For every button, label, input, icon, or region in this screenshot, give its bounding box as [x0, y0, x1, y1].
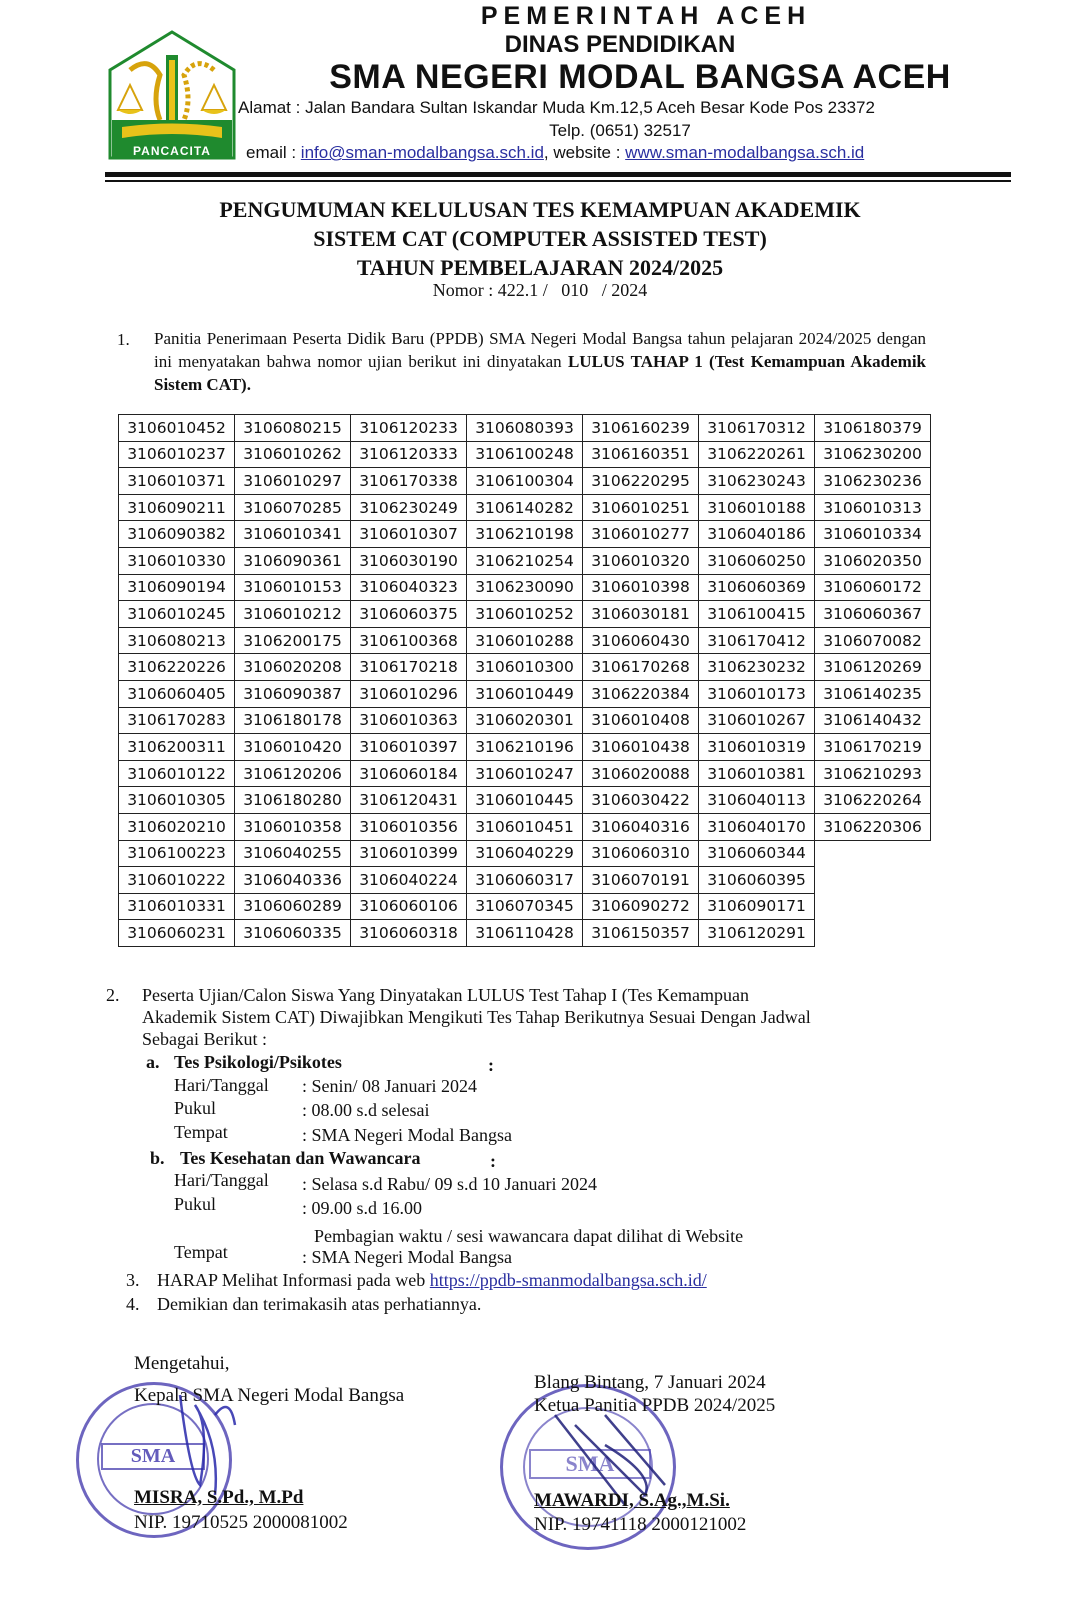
- exam-number-cell: 3106010313: [815, 494, 931, 521]
- exam-number-cell: 3106020301: [467, 707, 583, 734]
- exam-number-cell: 3106060430: [583, 627, 699, 654]
- exam-number-cell: 3106120206: [235, 760, 351, 787]
- exam-number-cell: 3106060310: [583, 840, 699, 867]
- table-row: [119, 813, 931, 840]
- email-link[interactable]: info@sman-modalbangsa.sch.id: [300, 143, 544, 162]
- exam-number-cell: 3106210254: [467, 547, 583, 574]
- section2b-key-place: Tempat: [174, 1242, 228, 1262]
- email-label: email :: [246, 143, 301, 162]
- exam-number-cell: 3106010334: [815, 521, 931, 548]
- exam-number-cell: 3106090361: [235, 547, 351, 574]
- exam-number-cell: 3106030422: [583, 787, 699, 814]
- exam-number-cell: 3106100223: [119, 840, 235, 867]
- exam-number-cell: 3106070082: [815, 627, 931, 654]
- exam-number-cell: 3106070285: [235, 494, 351, 521]
- section2a-key-time: Pukul: [174, 1098, 217, 1118]
- empty-cell: [815, 867, 931, 894]
- section2b-value-place: : SMA Negeri Modal Bangsa: [302, 1247, 512, 1267]
- exam-number-cell: 3106060250: [699, 547, 815, 574]
- table-row: [119, 601, 931, 628]
- exam-number-cell: 3106230249: [351, 494, 467, 521]
- letterhead-address: Alamat : Jalan Bandara Sultan Iskandar Muda Km.12,5 Aceh Besar Kode Pos 23372: [238, 98, 875, 117]
- exam-number-cell: 3106140432: [815, 707, 931, 734]
- exam-number-cell: 3106210293: [815, 760, 931, 787]
- exam-number-cell: 3106010358: [235, 813, 351, 840]
- website-link[interactable]: www.sman-modalbangsa.sch.id: [625, 143, 865, 162]
- exam-number-cell: 3106170283: [119, 707, 235, 734]
- exam-number-cell: 3106010153: [235, 574, 351, 601]
- section3-number: 3.: [126, 1270, 140, 1290]
- exam-number-cell: 3106020210: [119, 813, 235, 840]
- exam-number-cell: 3106230200: [815, 441, 931, 468]
- section2-line3: Sebagai Berikut :: [142, 1029, 267, 1049]
- empty-cell: [815, 840, 931, 867]
- right-signatory-name: MAWARDI, S.Ag.,M.Si.: [534, 1490, 730, 1511]
- exam-number-cell: 3106060405: [119, 680, 235, 707]
- exam-number-cell: 3106140235: [815, 680, 931, 707]
- exam-number-cell: 3106040186: [699, 521, 815, 548]
- exam-number-cell: 3106010420: [235, 734, 351, 761]
- section2a-colon: :: [488, 1055, 494, 1075]
- exam-number-cell: 3106010288: [467, 627, 583, 654]
- document-number: Nomor : 422.1 / 010 / 2024: [432, 280, 648, 300]
- exam-number-cell: 3106010320: [583, 547, 699, 574]
- exam-number-cell: 3106230243: [699, 468, 815, 495]
- right-signature-position: Ketua Panitia PPDB 2024/2025: [534, 1395, 776, 1416]
- exam-number-cell: 3106060344: [699, 840, 815, 867]
- section2b-label: b.: [150, 1148, 165, 1168]
- exam-number-cell: 3106020350: [815, 547, 931, 574]
- exam-number-cell: 3106020088: [583, 760, 699, 787]
- section1-bold-text: LULUS TAHAP 1 (Test Kemampuan Akademik Sistem CAT).: [154, 352, 927, 394]
- exam-number-cell: 3106060106: [351, 893, 467, 920]
- section1-number: 1.: [117, 330, 130, 349]
- table-row: [119, 521, 931, 548]
- section2b-key-time: Pukul: [174, 1194, 217, 1214]
- exam-number-cell: 3106080393: [467, 415, 583, 442]
- exam-number-cell: 3106140282: [467, 494, 583, 521]
- exam-number-cell: 3106010371: [119, 468, 235, 495]
- exam-number-cell: 3106010222: [119, 867, 235, 894]
- document-title-line3: TAHUN PEMBELAJARAN 2024/2025: [356, 255, 724, 280]
- section2a-label: a.: [146, 1052, 160, 1072]
- exam-number-cell: 3106010438: [583, 734, 699, 761]
- exam-number-cell: 3106010307: [351, 521, 467, 548]
- left-signature-line1: Mengetahui,: [134, 1353, 230, 1374]
- table-row: [119, 707, 931, 734]
- exam-number-cell: 3106220306: [815, 813, 931, 840]
- exam-number-cell: 3106010245: [119, 601, 235, 628]
- exam-number-cell: 3106060289: [235, 893, 351, 920]
- exam-number-cell: 3106220226: [119, 654, 235, 681]
- exam-number-cell: 3106010300: [467, 654, 583, 681]
- exam-number-cell: 3106060369: [699, 574, 815, 601]
- exam-number-cell: 3106010262: [235, 441, 351, 468]
- exam-number-cell: 3106060231: [119, 920, 235, 947]
- exam-number-cell: 3106010296: [351, 680, 467, 707]
- exam-number-cell: 3106100368: [351, 627, 467, 654]
- exam-number-cell: 3106220384: [583, 680, 699, 707]
- exam-number-cell: 3106090272: [583, 893, 699, 920]
- section4-text: Demikian dan terimakasih atas perhatiannya.: [157, 1294, 482, 1314]
- letterhead-contact: [246, 143, 986, 163]
- section2a-key-place: Tempat: [174, 1122, 228, 1142]
- table-row: [119, 494, 931, 521]
- exam-number-cell: 3106090387: [235, 680, 351, 707]
- section2a-key-date: Hari/Tanggal: [174, 1075, 269, 1095]
- table-row: [119, 468, 931, 495]
- table-row: [119, 574, 931, 601]
- exam-number-cell: 3106170218: [351, 654, 467, 681]
- exam-number-cell: 3106120233: [351, 415, 467, 442]
- exam-number-cell: 3106180178: [235, 707, 351, 734]
- exam-number-cell: 3106060318: [351, 920, 467, 947]
- exam-number-cell: 3106110428: [467, 920, 583, 947]
- document-title-line2: SISTEM CAT (COMPUTER ASSISTED TEST): [313, 226, 767, 251]
- exam-number-cell: 3106170312: [699, 415, 815, 442]
- letterhead-phone: Telp. (0651) 32517: [549, 121, 691, 140]
- empty-cell: [815, 920, 931, 947]
- exam-number-cell: 3106010277: [583, 521, 699, 548]
- exam-number-cell: 3106100248: [467, 441, 583, 468]
- exam-number-cell: 3106010237: [119, 441, 235, 468]
- exam-number-cell: 3106010267: [699, 707, 815, 734]
- letterhead-rule-thick: [105, 172, 1011, 177]
- exam-number-cell: 3106040229: [467, 840, 583, 867]
- exam-number-cell: 3106010341: [235, 521, 351, 548]
- exam-number-cell: 3106010408: [583, 707, 699, 734]
- section2b-value-time: : 09.00 s.d 16.00: [302, 1198, 423, 1218]
- exam-number-cell: 3106010449: [467, 680, 583, 707]
- exam-number-cell: 3106090171: [699, 893, 815, 920]
- table-row: [119, 680, 931, 707]
- exam-number-cell: 3106210198: [467, 521, 583, 548]
- exam-number-cell: 3106010330: [119, 547, 235, 574]
- section2b-key-date: Hari/Tanggal: [174, 1170, 269, 1190]
- school-logo: [108, 30, 236, 162]
- exam-number-cell: 3106040323: [351, 574, 467, 601]
- exam-number-cell: 3106010331: [119, 893, 235, 920]
- exam-number-cell: 3106230232: [699, 654, 815, 681]
- exam-number-cell: 3106010356: [351, 813, 467, 840]
- exam-number-cell: 3106010445: [467, 787, 583, 814]
- exam-number-cell: 3106200311: [119, 734, 235, 761]
- exam-number-cell: 3106010363: [351, 707, 467, 734]
- exam-number-cell: 3106220261: [699, 441, 815, 468]
- exam-number-cell: 3106160239: [583, 415, 699, 442]
- table-row: [119, 920, 931, 947]
- exam-number-cell: 3106100415: [699, 601, 815, 628]
- section1-text: Panitia Penerimaan Peserta Didik Baru (PPDB) SMA Negeri Modal Bangsa tahun pelajaran 2024/2025 dengan ini menyatakan bahwa nomor ujian berikut ini dinyatakan: [154, 329, 926, 371]
- exam-number-cell: 3106100304: [467, 468, 583, 495]
- table-row: [119, 627, 931, 654]
- table-row: [119, 787, 931, 814]
- exam-number-cell: 3106060367: [815, 601, 931, 628]
- section3-line: [157, 1270, 707, 1291]
- ppdb-website-link[interactable]: https://ppdb-smanmodalbangsa.sch.id/: [429, 1270, 707, 1290]
- section4-number: 4.: [126, 1294, 140, 1314]
- section2b-value-date: : Selasa s.d Rabu/ 09 s.d 10 Januari 2024: [302, 1174, 597, 1194]
- letterhead-department: DINAS PENDIDIKAN: [504, 31, 736, 58]
- exam-number-cell: 3106040336: [235, 867, 351, 894]
- exam-number-cell: 3106210196: [467, 734, 583, 761]
- exam-number-cell: 3106170412: [699, 627, 815, 654]
- exam-number-cell: 3106090382: [119, 521, 235, 548]
- section2a-title: Tes Psikologi/Psikotes: [174, 1052, 342, 1072]
- exam-number-cell: 3106020208: [235, 654, 351, 681]
- exam-number-cell: 3106070191: [583, 867, 699, 894]
- table-row: [119, 893, 931, 920]
- exam-number-cell: 3106040255: [235, 840, 351, 867]
- stamp-left-center: SMA: [101, 1443, 205, 1470]
- exam-number-cell: 3106010212: [235, 601, 351, 628]
- table-row: [119, 840, 931, 867]
- exam-number-cell: 3106160351: [583, 441, 699, 468]
- section2-line2: Akademik Sistem CAT) Diwajibkan Mengikuti Tes Tahap Berikutnya Sesuai Dengan Jadwal: [142, 1007, 811, 1027]
- section2a-value-place: : SMA Negeri Modal Bangsa: [302, 1125, 512, 1145]
- exam-number-cell: 3106010251: [583, 494, 699, 521]
- exam-number-cell: 3106070345: [467, 893, 583, 920]
- exam-number-cell: 3106080215: [235, 415, 351, 442]
- left-signatory-name: MISRA, S.Pd., M.Pd: [134, 1487, 304, 1508]
- letterhead-school-name: SMA NEGERI MODAL BANGSA ACEH: [329, 58, 951, 96]
- exam-number-cell: 3106060317: [467, 867, 583, 894]
- exam-number-cell: 3106010173: [699, 680, 815, 707]
- exam-number-cell: 3106010452: [119, 415, 235, 442]
- exam-number-cell: 3106010397: [351, 734, 467, 761]
- table-row: [119, 867, 931, 894]
- table-row: [119, 415, 931, 442]
- exam-number-cell: 3106080213: [119, 627, 235, 654]
- exam-number-cell: 3106150357: [583, 920, 699, 947]
- exam-number-cell: 3106010381: [699, 760, 815, 787]
- exam-number-cell: 3106120333: [351, 441, 467, 468]
- section2a-value-date: : Senin/ 08 Januari 2024: [302, 1076, 477, 1096]
- table-row: [119, 547, 931, 574]
- document-title-line1: PENGUMUMAN KELULUSAN TES KEMAMPUAN AKADEMIK: [219, 197, 861, 222]
- section2b-colon: :: [490, 1151, 496, 1171]
- exam-number-cell: 3106120431: [351, 787, 467, 814]
- stamp-right-center: SMA: [529, 1449, 651, 1479]
- exam-number-cell: 3106200175: [235, 627, 351, 654]
- exam-number-cell: 3106040316: [583, 813, 699, 840]
- exam-number-cell: 3106180280: [235, 787, 351, 814]
- section2a-value-time: : 08.00 s.d selesai: [302, 1100, 430, 1120]
- exam-number-cell: 3106010399: [351, 840, 467, 867]
- exam-number-cell: 3106010252: [467, 601, 583, 628]
- exam-number-cell: 3106180379: [815, 415, 931, 442]
- exam-number-cell: 3106010297: [235, 468, 351, 495]
- table-row: [119, 441, 931, 468]
- letterhead-government: PEMERINTAH ACEH: [480, 2, 812, 30]
- exam-number-cell: 3106220295: [583, 468, 699, 495]
- section3-text: HARAP Melihat Informasi pada web: [157, 1270, 430, 1290]
- exam-number-cell: 3106120291: [699, 920, 815, 947]
- exam-number-cell: 3106030190: [351, 547, 467, 574]
- exam-number-cell: 3106220264: [815, 787, 931, 814]
- exam-number-cell: 3106010319: [699, 734, 815, 761]
- exam-number-cell: 3106230090: [467, 574, 583, 601]
- exam-number-cell: 3106010451: [467, 813, 583, 840]
- passed-exam-numbers-table: [118, 414, 931, 947]
- section1-paragraph: [154, 327, 926, 396]
- exam-number-cell: 3106010398: [583, 574, 699, 601]
- table-row: [119, 760, 931, 787]
- website-label: , website :: [543, 143, 626, 162]
- exam-number-cell: 3106030181: [583, 601, 699, 628]
- exam-number-cell: 3106090194: [119, 574, 235, 601]
- exam-number-cell: 3106010247: [467, 760, 583, 787]
- section2-number: 2.: [106, 985, 120, 1005]
- exam-number-cell: 3106040224: [351, 867, 467, 894]
- exam-number-cell: 3106040113: [699, 787, 815, 814]
- left-signatory-nip: NIP. 19710525 2000081002: [134, 1512, 348, 1533]
- exam-number-cell: 3106060335: [235, 920, 351, 947]
- table-row: [119, 734, 931, 761]
- exam-number-cell: 3106060184: [351, 760, 467, 787]
- letterhead-rule-thin: [105, 180, 1011, 182]
- exam-number-cell: 3106010305: [119, 787, 235, 814]
- exam-number-cell: 3106010122: [119, 760, 235, 787]
- exam-number-cell: 3106060395: [699, 867, 815, 894]
- exam-number-cell: 3106170338: [351, 468, 467, 495]
- right-signature-place-date: Blang Bintang, 7 Januari 2024: [534, 1372, 766, 1393]
- left-signature-position: Kepala SMA Negeri Modal Bangsa: [134, 1385, 405, 1406]
- right-signatory-nip: NIP. 19741118 2000121002: [534, 1514, 747, 1535]
- exam-number-cell: 3106090211: [119, 494, 235, 521]
- exam-number-cell: 3106040170: [699, 813, 815, 840]
- empty-cell: [815, 893, 931, 920]
- exam-number-cell: 3106060172: [815, 574, 931, 601]
- exam-number-cell: 3106230236: [815, 468, 931, 495]
- section2b-title: Tes Kesehatan dan Wawancara: [180, 1148, 421, 1168]
- logo-label: PANCACITA: [133, 144, 211, 158]
- exam-number-cell: 3106120269: [815, 654, 931, 681]
- exam-number-cell: 3106170268: [583, 654, 699, 681]
- exam-number-cell: 3106060375: [351, 601, 467, 628]
- table-row: [119, 654, 931, 681]
- exam-number-cell: 3106010188: [699, 494, 815, 521]
- exam-number-cell: 3106170219: [815, 734, 931, 761]
- section2-line1: Peserta Ujian/Calon Siswa Yang Dinyatakan LULUS Test Tahap I (Tes Kemampuan: [142, 985, 749, 1005]
- section2b-schedule-note: Pembagian waktu / sesi wawancara dapat dilihat di Website: [314, 1226, 744, 1246]
